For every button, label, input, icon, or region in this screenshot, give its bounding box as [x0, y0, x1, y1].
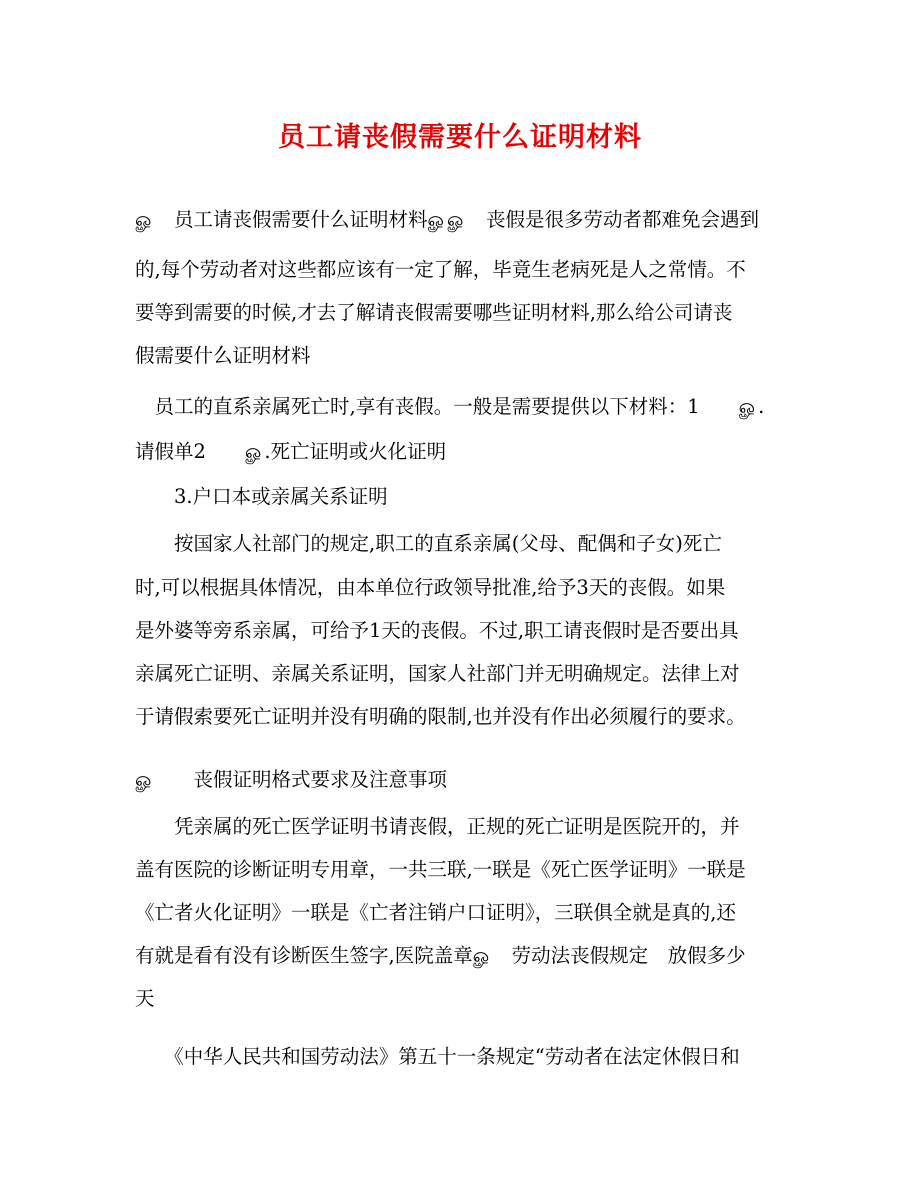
paragraph-line: ௐ 员工请丧假需要什么证明材料ௐௐ 丧假是很多劳动者都难免会遇到 [135, 208, 759, 231]
paragraph-line: 亲属死亡证明、亲属关系证明，国家人社部门并无明确规定。法律上对 [135, 662, 740, 685]
paragraph-line: 有就是看有没有诊断医生签字,医院盖章ௐ 劳动法丧假规定 放假多少 [135, 944, 746, 967]
paragraph-line: 3.户口本或亲属关系证明 [135, 485, 388, 508]
paragraph-line: 《中华人民共和国劳动法》第五十一条规定“劳动者在法定休假日和 [135, 1045, 740, 1068]
paragraph-line: 时,可以根据具体情况，由本单位行政领导批准,给予3天的丧假。如果 [135, 576, 726, 599]
paragraph-line: 假需要什么证明材料 [135, 344, 311, 367]
paragraph-line: 凭亲属的死亡医学证明书请丧假，正规的死亡证明是医院开的，并 [135, 815, 740, 838]
paragraph-line: 员工的直系亲属死亡时,享有丧假。一般是需要提供以下材料：1 ௐ. [135, 395, 765, 418]
paragraph-line: 是外婆等旁系亲属，可给予1天的丧假。不过,职工请丧假时是否要出具 [135, 619, 739, 642]
paragraph-line: 《亡者火化证明》一联是《亡者注销户口证明》，三联俱全就是真的,还 [135, 901, 736, 924]
paragraph-line: ௐ 丧假证明格式要求及注意事项 [135, 768, 447, 791]
paragraph-line: 按国家人社部门的规定,职工的直系亲属(父母、配偶和子女)死亡 [135, 532, 722, 555]
paragraph-line: 的,每个劳动者对这些都应该有一定了解，毕竟生老病死是人之常情。不 [135, 258, 746, 281]
paragraph-line: 要等到需要的时候,才去了解请丧假需要哪些证明材料,那么给公司请丧 [135, 301, 733, 324]
paragraph-line: 天 [135, 987, 155, 1010]
paragraph-line: 请假单2 ௐ.死亡证明或火化证明 [135, 440, 447, 463]
paragraph-line: 盖有医院的诊断证明专用章，一共三联,一联是《死亡医学证明》一联是 [135, 858, 746, 881]
paragraph-line: 于请假索要死亡证明并没有明确的限制,也并没有作出必须履行的要求。 [135, 705, 746, 728]
document-title: 员工请丧假需要什么证明材料 [278, 122, 642, 153]
